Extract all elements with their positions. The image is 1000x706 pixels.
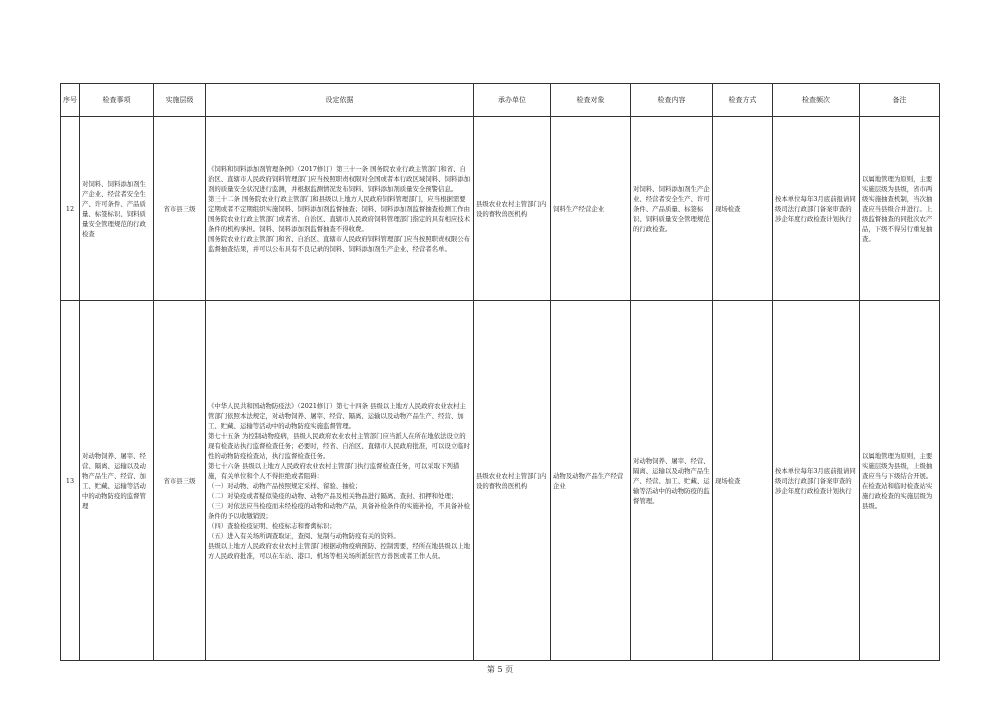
basis-paragraph: （二）对染疫或者疑似染疫的动物、动物产品及相关物品进行隔离、查封、扣押和处理； xyxy=(208,491,458,500)
inspection-frequency: 按本单位每年3月底前报请同级司法行政部门备案审查的涉企年度行政检查计划执行 xyxy=(773,301,860,661)
header-cell: 设定依据 xyxy=(206,84,474,117)
table-row xyxy=(61,117,940,301)
inspection-item: 对饲料、饲料添加剂生产企业、经营者安全生产、许可条件、产品质量、标签标识、饲料质量安全管理规范的行政检查 xyxy=(80,117,154,301)
basis-paragraph: （五）进入有关场所调查取证，查阅、复制与动物防疫有关的资料。 xyxy=(208,531,400,540)
header-cell: 检查频次 xyxy=(773,84,860,117)
inspection-object: 饲料生产经营企业 xyxy=(551,117,631,301)
basis-paragraph: （一）对动物、动物产品按照规定采样、留验、抽检； xyxy=(208,481,362,490)
header-cell: 备注 xyxy=(860,84,940,117)
inspection-content: 对动物饲养、屠宰、经营、隔离、运输以及动物产品生产、经营、加工、贮藏、运输等活动中的动物防疫的监督管理。 xyxy=(631,301,713,661)
basis-paragraph: 《饲料和饲料添加剂管理条例》（2017修订）第三十一条 国务院农业行政主管部门和省、自治区、直辖市人民政府饲料管理部门应当按照职责权限对全国或者本行政区域饲料、饲料添加剂的质量安全状况进行监测，并根据监测情况发布饲料、饲料添加剂质量安全预警信息。 xyxy=(208,164,471,193)
basis-paragraph: 第三十二条 国务院农业行政主管部门和县级以上地方人民政府饲料管理部门，应当根据需要定期或者不定期组织实施饲料、饲料添加剂监督抽查；饲料、饲料添加剂监督抽查检测工作由国务院农业行政主管部门或者省、自治区、直辖市人民政府饲料管理部门指定的具有相应技术条件的机构承担。饲料、饲料添加剂监督抽查不得收费。 xyxy=(208,194,471,233)
remark: 以属地管理为原则，主要实施层级为县级，省市两级实施抽查机制，当次抽查应当县级合并进行。上级监督抽查的同批次农产品，下级不得另行重复抽查。 xyxy=(860,117,940,301)
header-cell: 序号 xyxy=(61,84,80,117)
row-number: 12 xyxy=(61,117,80,301)
header-cell: 检查方式 xyxy=(713,84,773,117)
basis-paragraph: 县级以上地方人民政府农业农村主管部门根据动物疫病预防、控制需要，经所在地县级以上地方人民政府批准，可以在车站、港口、机场等相关场所派驻官方兽医或者工作人员。 xyxy=(208,541,471,560)
inspection-method: 现场检查 xyxy=(713,301,773,661)
row-number: 13 xyxy=(61,301,80,661)
header-cell: 检查内容 xyxy=(631,84,713,117)
table-row xyxy=(61,301,940,661)
header-row xyxy=(61,84,940,117)
basis-paragraph: 《中华人民共和国动物防疫法》（2021修订）第七十四条 县级以上地方人民政府农业农村主管部门依照本法规定，对动物饲养、屠宰、经营、隔离、运输以及动物产品生产、经营、加工、贮藏、运输等活动中的动物防疫实施监督管理。 xyxy=(208,401,466,430)
inspection-method: 现场检查 xyxy=(713,117,773,301)
basis-paragraph: （三）对依法应当检疫而未经检疫的动物和动物产品，具备补检条件的实施补检，不具备补检条件的予以收缴销毁； xyxy=(208,501,471,520)
page-number: 第 5 页 xyxy=(486,665,514,674)
legal-basis xyxy=(206,301,474,661)
header-cell: 检查对象 xyxy=(551,84,631,117)
inspection-frequency: 按本单位每年3月底前报请同级司法行政部门备案审查的涉企年度行政检查计划执行 xyxy=(773,117,860,301)
header-cell: 承办单位 xyxy=(474,84,551,117)
responsible-unit: 县级农业农村主管部门内设的畜牧兽医机构 xyxy=(474,301,551,661)
header-cell: 实施层级 xyxy=(154,84,206,117)
remark: 以属地管理为原则，主要实施层级为县级，上级抽查应当与下级结合开展。在检查站和临时检查站实施行政检查的实施层级为县级。 xyxy=(860,301,940,661)
inspection-object: 动物及动物产品生产经营企业 xyxy=(551,301,631,661)
basis-paragraph: （四）查验检疫证明、检疫标志和畜禽标识； xyxy=(208,521,336,530)
inspection-item: 对动物饲养、屠宰、经营、隔离、运输以及动物产品生产、经营、加工、贮藏、运输等活动中的动物防疫的监督管理 xyxy=(80,301,154,661)
header-cell: 检查事项 xyxy=(80,84,154,117)
basis-paragraph: 第七十六条 县级以上地方人民政府农业农村主管部门执行监督检查任务，可以采取下列措施，有关单位和个人不得拒绝或者阻碍： xyxy=(208,461,460,480)
legal-basis xyxy=(206,117,474,301)
responsible-unit: 县级农业农村主管部门内设的畜牧兽医机构 xyxy=(474,117,551,301)
basis-paragraph: 国务院农业行政主管部门和省、自治区、直辖市人民政府饲料管理部门应当按照职责权限公布监督抽查结果，并可以公布具有不良记录的饲料、饲料添加剂生产企业、经营者名单。 xyxy=(208,234,471,253)
inspection-content: 对饲料、饲料添加剂生产企业、经营者安全生产、许可条件、产品质量、标签标识、饲料质量安全管理规范的行政检查。 xyxy=(631,117,713,301)
basis-paragraph: 第七十五条 为控制动物疫病，县级人民政府农业农村主管部门应当派人在所在地依法设立的现有检查站执行监督检查任务；必要时，经省、自治区、直辖市人民政府批准，可以设立临时性的动物防疫检查站，执行监督检查任务。 xyxy=(208,431,471,460)
implementation-level: 省市县三级 xyxy=(154,117,206,301)
implementation-level: 省市县三级 xyxy=(154,301,206,661)
inspection-table xyxy=(60,83,940,661)
